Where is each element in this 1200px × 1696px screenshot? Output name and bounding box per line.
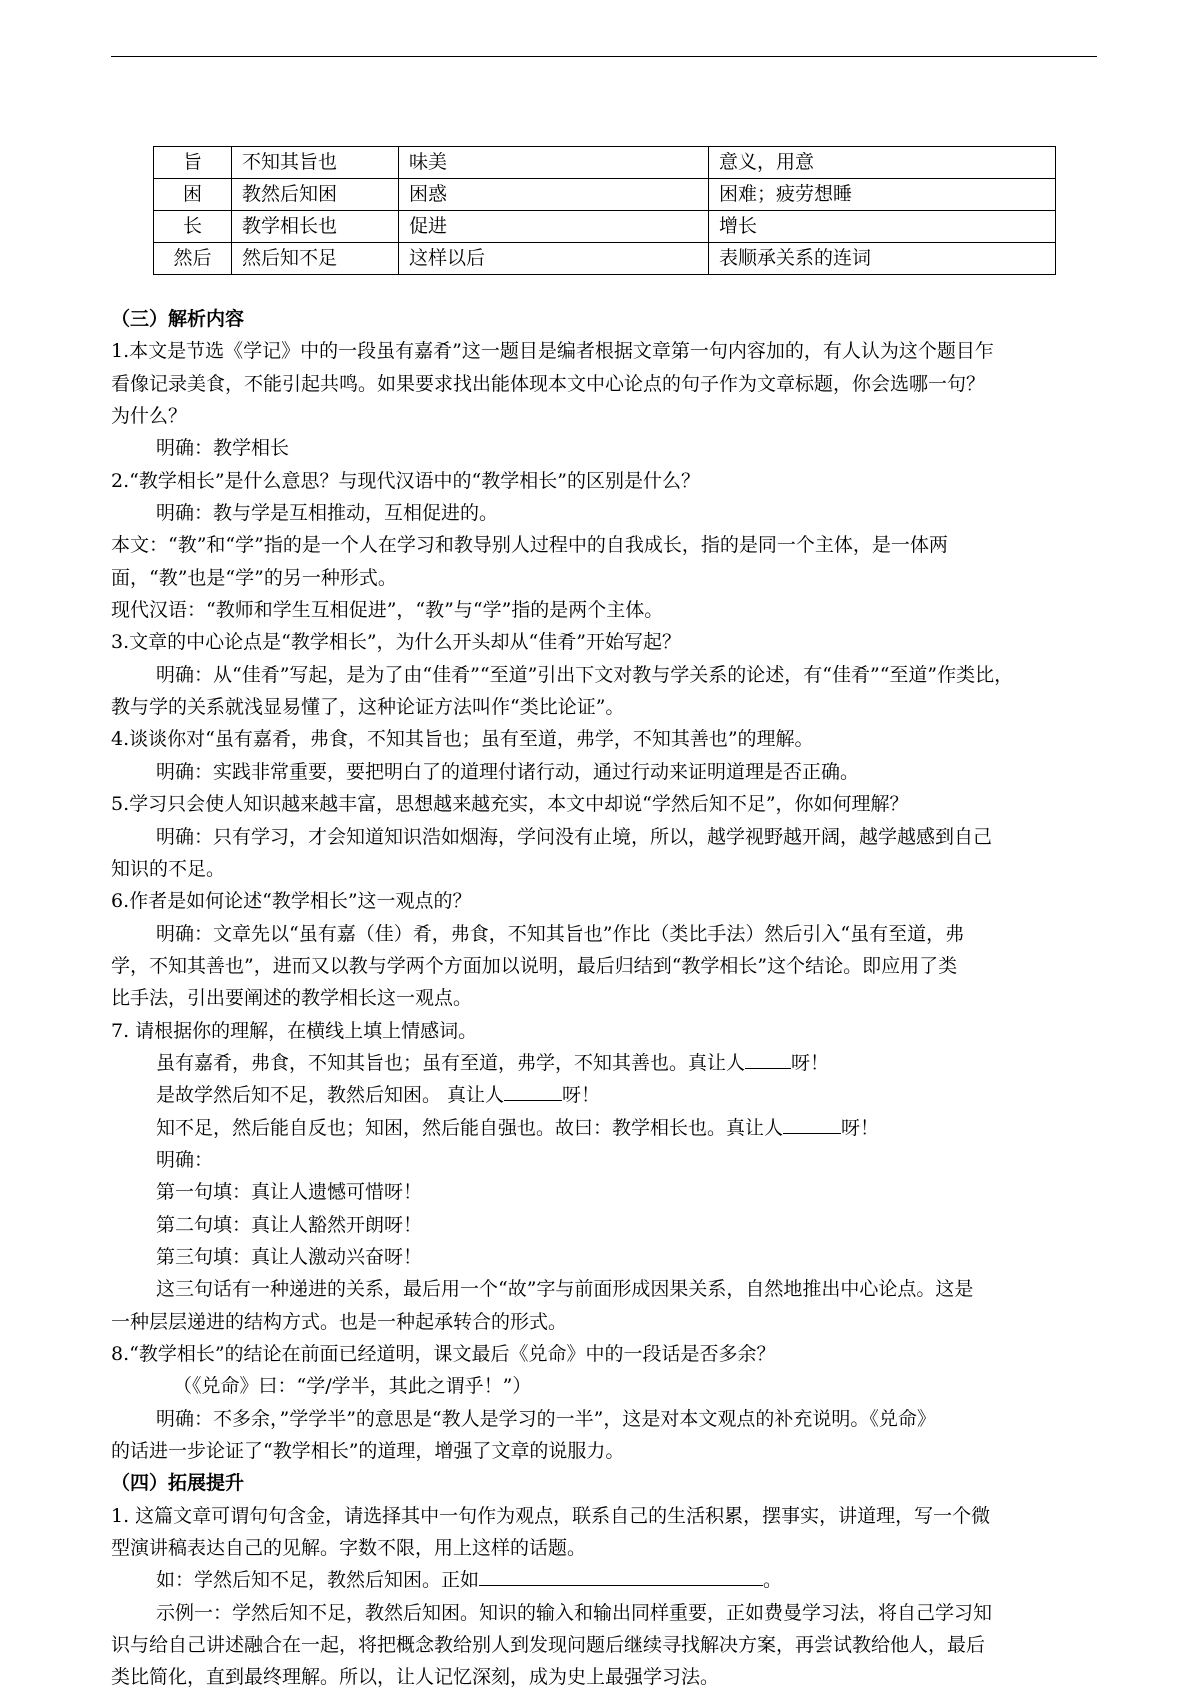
sentence-text: 虽有嘉肴，弗食，不知其旨也；虽有至道，弗学，不知其善也。真让人 [156,1051,746,1074]
answer-text: 类比简化，直到最终理解。所以，让人记忆深刻，成为史上最强学习法。 [111,1666,720,1689]
question-text: 7. 请根据你的理解，在横线上填上情感词。 [111,1019,478,1042]
vocabulary-table [153,146,1056,275]
fill-blank [479,1565,763,1586]
answer-text: 明确：从“佳肴”写起，是为了由“佳肴”“至道”引出下文对教与学关系的论述，有“佳肴”“至道”作类比， [156,663,1014,686]
answer-text: 明确：教学相长 [156,437,290,460]
table-cell: 这样以后 [399,243,709,275]
table-cell: 教学相长也 [232,211,399,243]
table-cell: 困 [154,179,232,211]
table-row [154,179,1056,211]
question-text: 5.学习只会使人知识越来越丰富，思想越来越充实，本文中却说“学然后知不足”，你如何理解？ [111,793,909,816]
sentence-text: 。 [763,1569,783,1592]
table-cell: 意义，用意 [709,147,1056,179]
question-text: 4.谈谈你对“虽有嘉肴，弗食，不知其旨也；虽有至道，弗学，不知其善也”的理解。 [111,728,814,751]
table-cell: 然后知不足 [232,243,399,275]
question-text: 为什么？ [111,405,188,428]
header-rule [111,56,1097,57]
fill-sentence [111,1564,1103,1596]
answer-text: 明确：实践非常重要，要把明白了的道理付诸行动，通过行动来证明道理是否正确。 [156,760,860,783]
table-cell: 困惑 [399,179,709,211]
table-row [154,211,1056,243]
table-row [154,243,1056,275]
fill-blank [745,1048,791,1069]
sentence-text: 知不足，然后能自反也；知困，然后能自强也。故曰：教学相长也。真让人 [156,1116,784,1139]
answer-text: 第二句填：真让人豁然开朗呀！ [156,1213,423,1236]
answer-text: 明确：文章先以“虽有嘉（佳）肴，弗食，不知其旨也”作比（类比手法）然后引入“虽有至道，弗 [156,922,965,945]
table-cell: 不知其旨也 [232,147,399,179]
answer-text: 比手法，引出要阐述的教学相长这一观点。 [111,987,473,1010]
question-text: 1. 这篇文章可谓句句含金，请选择其中一句作为观点，联系自己的生活积累，摆事实，讲道理，写一个微 [111,1504,991,1527]
fill-sentence [111,1079,1103,1111]
table-cell: 教然后知困 [232,179,399,211]
table-cell: 味美 [399,147,709,179]
table-cell: 表顺承关系的连词 [709,243,1056,275]
question-text: 8.“教学相长”的结论在前面已经道明，课文最后《兑命》中的一段话是否多余？ [111,1343,776,1365]
table-cell: 然后 [154,243,232,275]
answer-text: 现代汉语：“教师和学生互相促进”，“教”与“学”指的是两个主体。 [111,599,664,622]
table-cell: 促进 [399,211,709,243]
answer-text: 一种层层递进的结构方式。也是一种起承转合的形式。 [111,1310,568,1333]
answer-text: 明确：只有学习，才会知道知识浩如烟海，学问没有止境，所以，越学视野越开阔，越学越感到自己 [156,825,993,848]
table-cell: 困难；疲劳想睡 [709,179,1056,211]
sentence-text: 是故学然后知不足，教然后知困。 真让人 [156,1084,505,1107]
answer-text: 明确： [156,1148,214,1171]
sentence-text: 呀！ [791,1051,830,1074]
quote-text: （《兑命》曰：“学/学半，其此之谓乎！”） [173,1375,532,1398]
answer-text: 这三句话有一种递进的关系，最后用一个“故”字与前面形成因果关系，自然地推出中心论点。这是 [156,1278,974,1301]
question-text: 1.本文是节选《学记》中的一段虽有嘉肴”这一题目是编者根据文章第一句内容加的，有人认为这个题目乍 [111,340,994,363]
fill-blank [504,1080,562,1101]
sentence-text: 呀！ [841,1116,880,1139]
answer-text: 本文：“教”和“学”指的是一个人在学习和教导别人过程中的自我成长，指的是同一个主体，是一体两 [111,534,948,557]
sentence-text: 如：学然后知不足，教然后知困。正如 [156,1569,480,1592]
fill-sentence [111,1112,1103,1144]
document-body [111,303,1103,1694]
answer-text: 识与给自己讲述融合在一起，将把概念教给别人到发现问题后继续寻找解决方案，再尝试教给他人，最后 [111,1634,986,1657]
answer-text: 明确：不多余，”学学半”的意思是“教人是学习的一半”，这是对本文观点的补充说明。《兑命》 [156,1407,936,1430]
answer-text: 第三句填：真让人激动兴奋呀！ [156,1245,423,1268]
section-heading: （四）拓展提升 [111,1472,245,1495]
question-text: 6.作者是如何论述“教学相长”这一观点的？ [111,890,472,913]
fill-sentence [111,1047,1103,1079]
answer-text: 学，不知其善也”，进而又以教与学两个方面加以说明，最后归结到“教学相长”这个结论。即应用了类 [111,954,958,977]
answer-text: 知识的不足。 [111,857,226,880]
sentence-text: 呀！ [562,1084,601,1107]
answer-text: 第一句填：真让人遗憾可惜呀！ [156,1181,423,1204]
answer-text: 明确：教与学是互相推动，互相促进的。 [156,502,499,525]
answer-text: 的话进一步论证了“教学相长”的道理，增强了文章的说服力。 [111,1440,625,1463]
section-heading: （三）解析内容 [111,308,245,330]
table-cell: 长 [154,211,232,243]
table-cell: 旨 [154,147,232,179]
table-row [154,147,1056,179]
question-text: 看像记录美食，不能引起共鸣。如果要求找出能体现本文中心论点的句子作为文章标题，你会选哪一句？ [111,372,986,395]
answer-text: 教与学的关系就浅显易懂了，这种论证方法叫作“类比论证”。 [111,696,625,719]
question-text: 2.“教学相长”是什么意思？与现代汉语中的“教学相长”的区别是什么？ [111,469,700,492]
table-cell: 增长 [709,211,1056,243]
question-text: 3.文章的中心论点是“教学相长”，为什么开头却从“佳肴”开始写起？ [111,631,681,654]
answer-text: 面，“教”也是“学”的另一种形式。 [111,566,397,589]
answer-text: 示例一：学然后知不足，教然后知困。知识的输入和输出同样重要，正如费曼学习法，将自己学习知 [156,1601,993,1624]
question-text: 型演讲稿表达自己的见解。字数不限，用上这样的话题。 [111,1537,587,1560]
fill-blank [783,1113,841,1134]
